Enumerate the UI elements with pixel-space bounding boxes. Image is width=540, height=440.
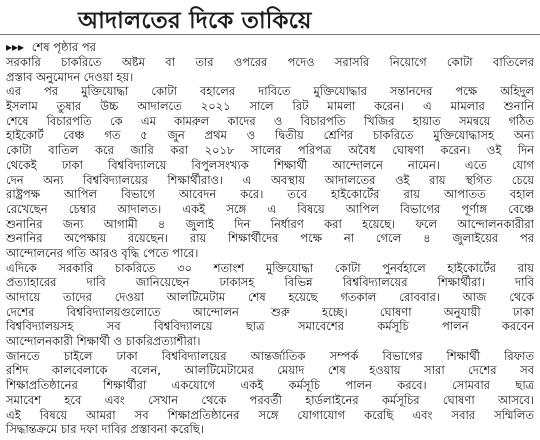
article-paragraph: [6, 55, 534, 84]
article-line: সমাবেশ হবে এবং সেখান থেকে পরবর্তী হার্ডলাইনের কর্মসূচির ঘোষণা আসবে।: [6, 392, 534, 407]
article-line: প্রত্যাহারের দাবি জানিয়েছেন ঢাকাসহ বিভিন্ন বিশ্ববিদ্যালয়ের শিক্ষার্থীরা। দাবি: [6, 275, 534, 290]
article-line: কোটা বাতিল করে জারি করা ২০১৮ সালের পরিপত্র অবৈধ ঘোষণা করেন। ওই দিন: [6, 143, 534, 158]
article-line: রশিদ কালবেলাকে বলেন, আলটিমেটামের মেয়াদ শেষ হওয়ায় সারা দেশের সব: [6, 363, 534, 378]
continuation-arrows-icon: ▸▸▸: [6, 40, 25, 54]
article-line: বিশ্ববিদ্যালয়সহ সব বিশ্ববিদ্যালয়ে ছাত্র সমাবেশের কর্মসূচি পালন করবেন: [6, 319, 534, 334]
article-line: এদিকে সরকারি চাকরিতে ৩০ শতাংশ মুক্তিযোদ্ধা কোটা পুনর্বহালে হাইকোর্টের রায়: [6, 260, 534, 275]
article-line: আদায়ে তাদের দেওয়া আলটিমেটাম শেষ হয়েছে গতকাল রোববার। আজ থেকে: [6, 290, 534, 304]
article-line: প্রস্তাব অনুমোদন দেওয়া হয়।: [6, 69, 134, 84]
article-line: রাষ্ট্রপক্ষ আপিল বিভাগে আবেদন করে। তবে হাইকোর্টের রায় আপাতত বহাল: [6, 187, 534, 202]
article-line: হাইকোর্ট বেঞ্চ গত ৫ জুন প্রথম ও দ্বিতীয় শ্রেণির চাকরিতে মুক্তিযোদ্ধাসহ অন্য: [6, 128, 534, 143]
article-paragraph: [6, 349, 534, 437]
article-line: এই বিষয়ে আমরা সব শিক্ষাপ্রতিষ্ঠানের সঙ্গে যোগাযোগ করেছি এবং সবার সম্মিলিত: [6, 407, 534, 422]
article-line: শুনানির অপেক্ষায় রয়েছেন। রায় শিক্ষার্থীদের পক্ষে না গেলে ৪ জুলাইয়ের পর: [6, 231, 534, 246]
article-line: আন্দোলনকারী শিক্ষার্থী ও চাকরিপ্রত্যাশীরা।: [6, 334, 201, 349]
article-line: শেষে বিচারপতি কে এম কামরুল কাদের ও বিচারপতি খিজির হায়াত সমন্বয়ে গঠিত: [6, 113, 534, 128]
article-line: ইসলাম তুষার উচ্চ আদালতে ২০২১ সালে রিট মামলা করেন। এ মামলার শুনানি: [6, 99, 534, 114]
article-line: জানতে চাইলে ঢাকা বিশ্ববিদ্যালয়ের আন্তর্জাতিক সম্পর্ক বিভাগের শিক্ষার্থী রিফাত: [6, 348, 534, 363]
article-line: আন্দোলনের গতি আরও বৃদ্ধি পেতে পারে।: [6, 245, 199, 260]
continuation-label: শেষ পৃষ্ঠার পর: [31, 40, 96, 54]
article-line: রেখেছেন চেম্বার আদালত। একই সঙ্গে এ বিষয়ে আপিল বিভাগের পূর্ণাঙ্গ বেঞ্চে: [6, 201, 534, 216]
article-paragraph: [6, 84, 534, 260]
headline: আদালতের দিকে তাকিয়ে: [78, 8, 312, 34]
article-line: সিদ্ধান্তক্রমে চার দফা দাবির প্রস্তাবনা করেছি।: [6, 422, 204, 437]
article-line: দেন অন্য বিশ্ববিদ্যালয়ের শিক্ষার্থীরাও। এ অবস্থায় আদালতের ওই রায় স্থগিত চেয়ে: [6, 172, 534, 187]
headline-divider: [0, 34, 540, 35]
article-paragraph: [6, 261, 534, 349]
article-line: শুনানির জন্য আগামী ৪ জুলাই দিন নির্ধারণ করা হয়েছে। ফলে আন্দোলনকারীরা: [6, 216, 534, 231]
continuation-marker: [6, 38, 96, 56]
article-line: সরকারি চাকরিতে অষ্টম বা তার ওপরের পদেও সরাসরি নিয়োগে কোটা বাতিলের: [6, 55, 534, 69]
article-line: দেশের বিশ্ববিদ্যালয়গুলোতে আন্দোলন শুরু হচ্ছে। ঘোষণা অনুযায়ী ঢাকা: [6, 304, 534, 319]
article-line: শিক্ষাপ্রতিষ্ঠানের শিক্ষার্থীরা একযোগে একই কর্মসূচি পালন করবে। সোমবার ছাত্র: [6, 378, 534, 393]
article-line: থেকেই ঢাকা বিশ্ববিদ্যালয়ে বিপুলসংখ্যক শিক্ষার্থী আন্দোলনে নামেন। এতে যোগ: [6, 157, 534, 172]
article-body: [6, 55, 534, 437]
article-line: এর পর মুক্তিযোদ্ধা কোটা বহালের দাবিতে মুক্তিযোদ্ধার সন্তানদের পক্ষে অহিদুল: [6, 84, 534, 99]
